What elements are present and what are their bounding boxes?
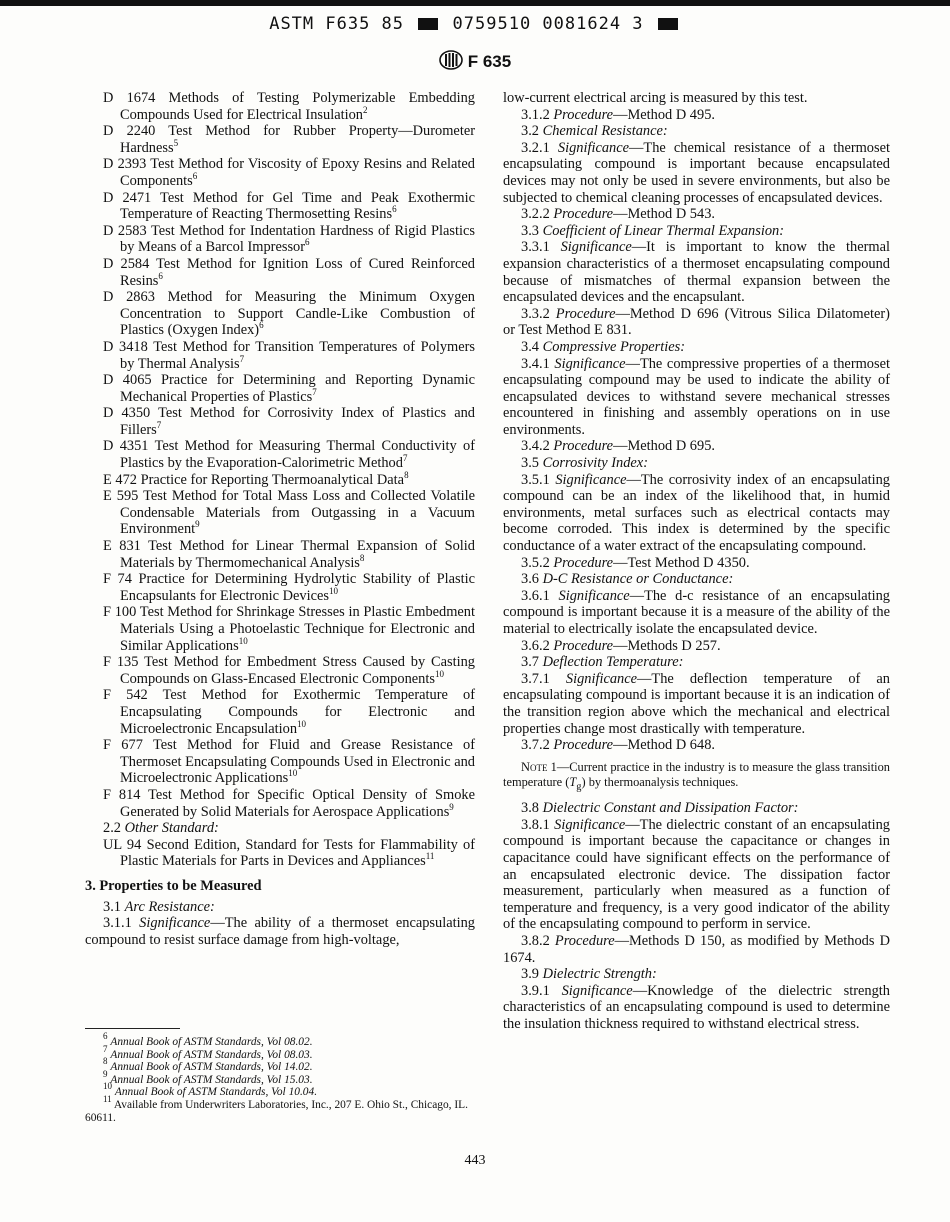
section-title: Dielectric Constant and Dissipation Factor: (542, 800, 799, 817)
paragraph-text: —The corrosivity index of an encapsulating compound can be an index of the likelihood that, in humid environments, metal surfaces such as electrical contacts may become corroded. This index is determined by the specific conductance of a water extract of the encapsulating compound. (503, 471, 890, 555)
header-block-mark (418, 18, 438, 30)
paragraph-3-1-2 (503, 107, 890, 124)
reference-item (103, 787, 475, 820)
section-number: 3.3 (521, 222, 539, 239)
section-heading-3-8 (521, 800, 890, 817)
footnote-marker: 10 (328, 585, 338, 596)
paragraph-label: Significance (555, 471, 627, 488)
header-code-line (0, 14, 950, 34)
reference-title: Second Edition, Standard for Tests for Flammability of Plastic Materials for Parts in Devices and Appliances (120, 836, 476, 870)
paragraph-3-6-1 (503, 588, 890, 638)
reference-item (103, 438, 475, 471)
note-text: ) by thermoanalysis techniques. (581, 774, 739, 789)
section-number: 3.9.1 (521, 982, 550, 999)
paragraph-continuation: low-current electrical arcing is measured by this test. (503, 90, 808, 106)
reference-title: Test Method for Specific Optical Density of Smoke Generated by Solid Materials for Aerospace Applications (120, 786, 475, 820)
reference-item (103, 469, 475, 489)
reference-item (103, 372, 475, 405)
paragraph-label: Procedure (553, 554, 614, 571)
paragraph-text: —The chemical resistance of a thermoset encapsulating compound is important because encapsulated devices may not only be used in severe environments, but also be subjected to chemical cleaning processes of encapsulated devices. (503, 139, 890, 206)
reference-number: UL 94 (103, 836, 142, 853)
reference-title: Test Method for Measuring Thermal Conductivity of Plastics by the Evaporation-Calorimetric Method (120, 438, 475, 472)
section-heading-3-5 (521, 455, 890, 472)
footnote-marker: 2 (363, 104, 368, 115)
reference-title: Test Method for Linear Thermal Expansion of Solid Materials by Thermomechanical Analysis (120, 538, 475, 571)
section-title: Arc Resistance: (124, 898, 215, 915)
footnote-marker: 6 (192, 170, 198, 181)
footnote-number: 6 (103, 1031, 108, 1041)
paragraph-text: —Method D 543. (613, 206, 715, 223)
section-number: 3.8 (521, 800, 539, 817)
reference-item (103, 289, 475, 339)
reference-title: Method for Measuring the Minimum Oxygen Concentration to Support Candle-Like Combustion of Plastics (Oxygen Index) (120, 289, 475, 339)
footnote-marker: 5 (173, 137, 179, 148)
footnote-item (85, 1093, 475, 1124)
section-heading-3-2 (521, 123, 890, 140)
paragraph-label: Procedure (553, 206, 614, 223)
paragraph-3-5-1 (503, 472, 890, 555)
footnote-marker: 10 (238, 635, 248, 646)
footnote-marker: 8 (404, 469, 409, 480)
footnote-item (85, 1031, 475, 1049)
designation-text: F 635 (467, 52, 512, 71)
footnote-marker: 6 (158, 270, 163, 281)
paragraph-3-2-2 (503, 206, 890, 223)
paragraph-text: —The deflection temperature of an encapsulating compound is important because it is an indication of the transition region above which the mechanical and electrical properties change most drastically with temperature. (503, 670, 890, 737)
footnote-number: 11 (103, 1093, 112, 1104)
reference-number: D 4350 (103, 405, 151, 422)
section-title: Deflection Temperature: (542, 654, 684, 671)
section-number: 3.6 (521, 571, 539, 588)
reference-item (103, 123, 475, 156)
section-title: Coefficient of Linear Thermal Expansion: (542, 222, 785, 239)
section-2-2-heading (103, 820, 475, 837)
ul-94-reference (103, 837, 475, 870)
reference-title: Practice for Determining and Reporting Dynamic Mechanical Properties of Plastics (120, 372, 475, 405)
reference-number: F 814 (103, 786, 141, 803)
section-number: 3.5.2 (521, 554, 550, 571)
reference-number: D 4065 (103, 372, 152, 389)
paragraph-3-4-1 (503, 356, 890, 439)
reference-item (103, 687, 475, 737)
reference-title: Test Method for Exothermic Temperature of Encapsulating Compounds for Electronic and Microelectronic Encapsulation (120, 687, 476, 737)
section-number: 3.4.1 (521, 355, 550, 372)
paragraph-label: Significance (139, 915, 211, 932)
section-number: 3.7.2 (521, 737, 550, 754)
reference-title: Test Method for Fluid and Grease Resistance of Thermoset Encapsulating Compounds Used in Electronic and Microelectronic Applications (120, 737, 475, 787)
paragraph-label: Significance (558, 587, 630, 604)
reference-title: Test Method for Rubber Property—Durometer Hardness (120, 123, 475, 156)
footnote-marker: 10 (288, 768, 298, 779)
reference-number: D 2471 (103, 189, 152, 206)
section-number: 3.2.2 (521, 206, 550, 223)
note-1 (503, 760, 890, 794)
paragraph-text: —Test Method D 4350. (613, 554, 750, 571)
reference-item (103, 737, 475, 787)
section-3-heading: 3. Properties to be Measured (85, 877, 262, 894)
reference-number: E 472 (103, 471, 137, 488)
reference-title: Test Method for Shrinkage Stresses in Plastic Embedment Materials Using a Photoelastic Technique for Electronic and Similar Applications (120, 604, 476, 654)
paragraph-label: Procedure (553, 737, 614, 754)
section-number: 3.3.1 (521, 239, 550, 256)
footnote-marker: 7 (312, 386, 317, 397)
reference-item (103, 604, 475, 654)
header-code-a: ASTM F635 85 (269, 14, 405, 34)
footnote-marker: 7 (402, 453, 408, 464)
reference-title: Test Method for Indentation Hardness of Rigid Plastics by Means of a Barcol Impressor (120, 222, 475, 256)
footnote-number: 7 (103, 1043, 108, 1054)
footnote-number: 10 (103, 1081, 112, 1092)
section-title: Other Standard: (124, 820, 219, 837)
footnote-marker: 6 (259, 320, 264, 331)
section-title: Corrosivity Index: (542, 455, 648, 472)
left-column (85, 90, 475, 948)
paragraph-label: Significance (557, 139, 630, 156)
section-number: 3.8.2 (521, 932, 550, 949)
section-number: 3.7 (521, 654, 539, 671)
paragraph-text: —It is important to know the thermal expansion characteristics of a thermoset encapsulating compound because of mismatches of thermal expansion between the encapsulated devices and the encapsulant. (503, 239, 890, 306)
reference-title: Test Method for Gel Time and Peak Exothermic Temperature of Reacting Thermosetting Resins (120, 189, 475, 223)
reference-number: D 2393 (103, 156, 147, 173)
section-number: 3.4 (521, 338, 539, 355)
reference-item (103, 405, 475, 438)
designation-line (0, 50, 950, 75)
paragraph-3-6-2 (503, 638, 890, 655)
paragraph-text: —Method D 696 (Vitrous Silica Dilatometer) or Test Method E 831. (503, 305, 890, 339)
section-number: 3.2 (521, 123, 539, 140)
paragraph-3-1-1 (85, 915, 475, 948)
footnote-item (85, 1081, 475, 1099)
section-number: 3.2.1 (521, 139, 550, 156)
note-symbol-subscript: g (576, 781, 582, 793)
astm-logo-icon (439, 50, 463, 75)
paragraph-label: Procedure (555, 305, 616, 322)
section-title: Chemical Resistance: (542, 123, 668, 140)
reference-item (103, 339, 475, 372)
paragraph-3-7-2 (503, 737, 890, 754)
paragraph-text: —The compressive properties of a thermoset encapsulating compound may be used to indicate the ability of encapsulated devices to withstand severe mechanical stresses encountered in finishing and assembly operations on in use environments. (503, 355, 890, 438)
section-number: 3.1.1 (103, 915, 132, 932)
reference-title: Test Method for Corrosivity Index of Plastics and Fillers (120, 405, 475, 438)
reference-item (103, 223, 475, 256)
paragraph-3-8-1 (503, 817, 890, 933)
reference-number: F 74 (103, 571, 132, 588)
reference-number: F 542 (103, 687, 148, 704)
footnote-number: 9 (103, 1068, 108, 1079)
header-code-b: 0759510 0081624 3 (452, 14, 644, 34)
reference-item (103, 190, 475, 223)
footnote-marker: 11 (425, 851, 435, 862)
paragraph-text: —The d-c resistance of an encapsulating compound is important because it is a measure of the ability of the material to electrically isolate the encapsulated device. (503, 587, 890, 637)
reference-title: Methods of Testing Polymerizable Embedding Compounds Used for Electrical Insulation (120, 90, 475, 123)
reference-item (103, 90, 475, 123)
footnote-text: Annual Book of ASTM Standards, Vol 14.02. (110, 1061, 313, 1074)
section-number: 3.6.2 (521, 637, 550, 654)
footnote-item (85, 1068, 475, 1087)
paragraph-label: Procedure (553, 106, 614, 123)
footnote-text: Annual Book of ASTM Standards, Vol 08.03. (110, 1048, 313, 1061)
paragraph-text: —The dielectric constant of an encapsulating compound is important because the capacitance or changes in capacitance could have significant effects on the performance of an encapsulated electronic device. The dissipation factor measurement, particularly when measured as a function of temperature and frequency, is a very good indicator of the ability of the encapsulating compound to perform in service. (503, 816, 890, 933)
footnote-item (85, 1043, 475, 1062)
paragraph-label: Significance (561, 982, 633, 999)
reference-number: D 2583 (103, 222, 147, 239)
reference-number: E 595 (103, 488, 139, 505)
page-number: 443 (464, 1153, 486, 1168)
reference-number: F 135 (103, 654, 139, 671)
footnote-marker: 6 (392, 204, 397, 215)
section-heading-3-9 (521, 966, 890, 983)
section-number: 3.3.2 (521, 305, 550, 322)
section-number: 3.1 (103, 898, 121, 915)
section-number: 3.9 (521, 966, 539, 983)
reference-number: F 677 (103, 737, 143, 754)
section-heading-3-6 (521, 571, 890, 588)
reference-number: D 2863 (103, 289, 155, 306)
section-number: 3.8.1 (521, 816, 550, 833)
reference-item (103, 538, 475, 571)
section-number: 2.2 (103, 820, 121, 837)
section-title: D-C Resistance or Conductance: (542, 571, 734, 588)
paragraph-label: Significance (565, 670, 638, 687)
reference-item (103, 488, 475, 538)
reference-number: E 831 (103, 538, 141, 555)
footnote-marker: 8 (359, 552, 365, 563)
section-3-1-heading (103, 899, 475, 916)
section-number: 3.4.2 (521, 438, 550, 455)
footnote-item (85, 1056, 475, 1074)
footnote-divider (85, 1028, 180, 1029)
paragraph-text: —Method D 495. (613, 106, 715, 123)
reference-number: D 1674 (103, 90, 156, 106)
paragraph-text: —Method D 695. (613, 438, 715, 455)
right-column (503, 90, 890, 1033)
reference-number: D 2240 (103, 123, 156, 140)
section-title: Compressive Properties: (542, 338, 686, 355)
reference-title: Practice for Reporting Thermoanalytical Data (140, 471, 405, 488)
footnote-text: Annual Book of ASTM Standards, Vol 10.04. (114, 1086, 318, 1099)
reference-item (103, 654, 475, 687)
section-number: 3.6.1 (521, 587, 550, 604)
reference-number: D 3418 (103, 338, 148, 355)
footnote-marker: 10 (434, 668, 444, 679)
reference-title: Practice for Determining Hydrolytic Stability of Plastic Encapsulants for Electronic Devices (120, 571, 475, 604)
paragraph-3-8-2 (503, 933, 890, 966)
paragraph-3-3-2 (503, 306, 890, 339)
paragraph-3-3-1 (503, 239, 890, 305)
paragraph-3-7-1 (503, 671, 890, 737)
footnote-text: Available from Underwriters Laboratories, Inc., 207 E. Ohio St., Chicago, IL. 60611. (85, 1098, 468, 1124)
footnote-text: Annual Book of ASTM Standards, Vol 15.03. (110, 1073, 313, 1086)
reference-number: D 2584 (103, 255, 150, 272)
paragraph-text: —Methods D 150, as modified by Methods D 1674. (503, 932, 890, 966)
section-heading-3-3 (521, 223, 890, 240)
section-heading-3-4 (521, 339, 890, 356)
footnote-marker: 6 (305, 237, 310, 248)
paragraph-text: —Method D 648. (613, 737, 715, 754)
reference-item (103, 256, 475, 289)
paragraph-label: Procedure (553, 438, 614, 455)
reference-title: Test Method for Embedment Stress Caused by Casting Compounds on Glass-Encased Electronic Components (120, 654, 476, 687)
footnote-marker: 7 (156, 419, 162, 430)
section-title: Dielectric Strength: (542, 966, 657, 983)
paragraph-3-2-1 (503, 140, 890, 206)
paragraph-text: —Knowledge of the dielectric strength characteristics of an encapsulating compound is used to determine the insulation thickness required to withstand electrical stress. (503, 982, 890, 1032)
reference-number: D 4351 (103, 438, 149, 455)
footnote-marker: 10 (297, 718, 307, 729)
section-number: 3.1.2 (521, 106, 550, 123)
top-border-bar (0, 0, 950, 6)
section-number: 3.5 (521, 455, 539, 472)
header-block-mark (658, 18, 678, 30)
section-number: 3.5.1 (521, 471, 550, 488)
reference-title: Test Method for Viscosity of Epoxy Resins and Related Components (120, 156, 475, 189)
reference-title: Test Method for Transition Temperatures of Polymers by Thermal Analysis (120, 338, 475, 372)
reference-title: Test Method for Ignition Loss of Cured Reinforced Resins (120, 255, 475, 289)
paragraph-label: Significance (554, 816, 626, 833)
footnotes-list (85, 1031, 475, 1124)
note-symbol: T (569, 774, 577, 789)
referenced-documents-list (85, 90, 475, 820)
paragraph-text: —The ability of a thermoset encapsulating compound to resist surface damage from high-voltage, (85, 915, 475, 948)
note-text: —Current practice in the industry is to measure the glass transition temperature ( (503, 759, 890, 789)
paragraph-label: Significance (560, 239, 632, 256)
paragraph-3-9-1 (503, 983, 890, 1033)
section-heading-3-7 (521, 654, 890, 671)
paragraph-label: Procedure (554, 932, 615, 949)
paragraph-label: Procedure (553, 637, 614, 654)
footnote-text: Annual Book of ASTM Standards, Vol 08.02. (110, 1036, 313, 1048)
footnote-marker: 9 (195, 519, 200, 530)
reference-number: F 100 (103, 604, 137, 621)
footnote-number: 8 (103, 1056, 108, 1067)
reference-item (103, 571, 475, 604)
section-number: 3.7.1 (521, 670, 550, 687)
footnote-marker: 7 (239, 353, 245, 364)
paragraph-3-5-2 (503, 555, 890, 572)
paragraph-label: Significance (554, 355, 626, 372)
paragraph-3-4-2 (503, 438, 890, 455)
footnote-marker: 9 (449, 801, 454, 812)
note-label: Note 1 (521, 759, 557, 774)
paragraph-text: —Methods D 257. (613, 637, 721, 654)
reference-title: Test Method for Total Mass Loss and Collected Volatile Condensable Materials from Outgassing in a Vacuum Environment (120, 488, 475, 538)
reference-item (103, 156, 475, 189)
